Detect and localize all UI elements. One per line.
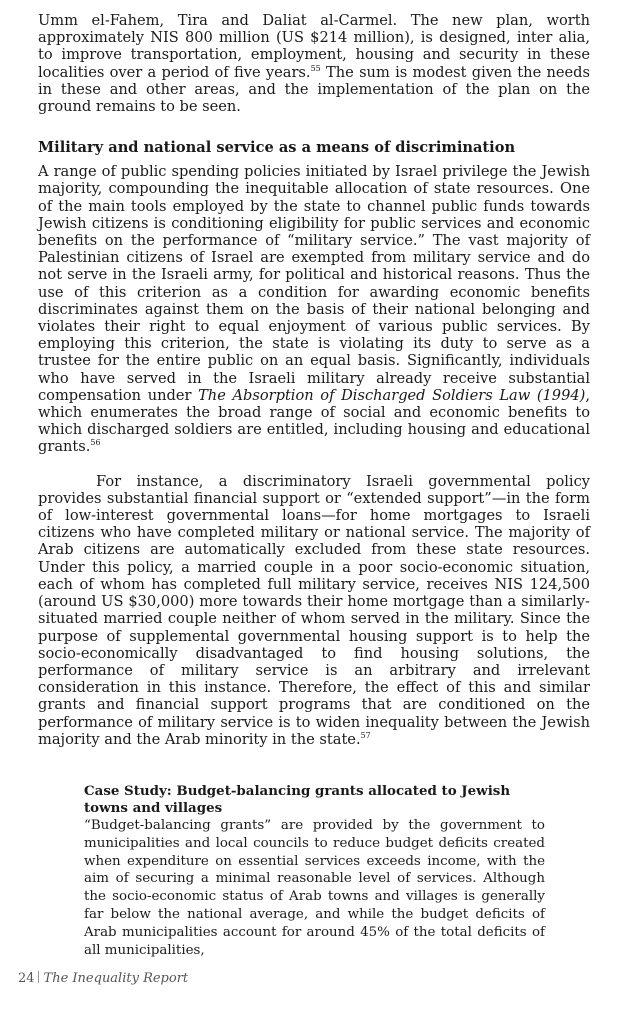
case-study-heading: Case Study: Budget-balancing grants allocated to Jewish towns and villages [84, 783, 511, 816]
report-title: The Inequality Report [43, 971, 189, 986]
paragraph-text: Umm el-Fahem, Tira and Daliat al-Carmel. The new plan, worth approximately NIS 800 million (US $214 million), is designed, inter alia, to improve transportation, employment, housing and security in these localities over a period of five years. [38, 12, 590, 81]
footer-divider [38, 971, 39, 983]
paragraph-text: A range of public spending policies initiated by Israel privilege the Jewish majority, compounding the inequitable allocation of state resources. One of the main tools employed by the state to channel public funds towards Jewish citizens is conditioning eligibility for public services and economic benefits on the performance of “military service.” The vast majority of Palestinian citizens of Israel are exempted from military service and do not serve in the Israeli army, for political and historical reasons. Thus the use of this criterion as a condition for awarding economic benefits discriminates against them on the basis of their national belonging and violates their right to equal enjoyment of various public services. By employing this criterion, the state is violating its duty to serve as a trustee for the entire public on an equal basis. Significantly, individuals who have served in the Israeli military already receive substantial compensation under [38, 163, 590, 404]
footnote-ref: 56 [90, 438, 101, 448]
page-number: 24 [18, 971, 35, 986]
footnote-ref: 57 [360, 730, 371, 740]
paragraph-text: , which enumerates the broad range of social and economic benefits to which discharged soldiers are entitled, including housing and educational grants. [38, 386, 590, 456]
paragraph-text: For instance, a discriminatory Israeli governmental policy provides substantial financial support or “extended support”—in the form of low-interest governmental loans—for home mortgages to Israeli citizens who have completed military or national service. The majority of Arab citizens are automatically excluded from these state resources. Under this policy, a married couple in a poor socio-economic situation, each of whom has completed full military service, receives NIS 124,500 (around US $30,000) more towards their home mortgage than a similarly-situated married couple neither of whom served in the military. Since the purpose of supplemental governmental housing support is to help the socio-economically disadvantaged to find housing solutions, the performance of military service is an arbitrary and irrelevant consideration in this instance. Therefore, the effect of this and similar grants and financial support programs that are conditioned on the performance of military service is to widen inequality between the Jewish majority and the Arab minority in the state. [38, 472, 590, 748]
case-study-text: “Budget-balancing grants” are provided by the government to municipalities and local councils to reduce budget deficits created when expenditure on essential services exceeds income, with the aim of securing a minimal reasonable level of services. Although the socio-economic status of Arab towns and villages is generally far below the national average, and while the budget deficits of Arab municipalities account for around 45% of the total deficits of all municipalities, [84, 818, 545, 958]
paragraph-continued [38, 12, 590, 115]
paragraph-text: The sum is modest given the needs in these and other areas, and the implementation of the plan on the ground remains to be seen. [38, 63, 590, 116]
footnote-ref: 55 [310, 63, 321, 73]
section-heading: Military and national service as a means of discrimination [38, 139, 516, 157]
section-paragraph-2 [38, 473, 590, 748]
law-title: The Absorption of Discharged Soldiers Law (1994) [198, 386, 586, 404]
page-body [38, 12, 590, 748]
section-paragraph-1 [38, 163, 590, 455]
case-study-box [84, 783, 545, 959]
page-footer [18, 971, 188, 986]
